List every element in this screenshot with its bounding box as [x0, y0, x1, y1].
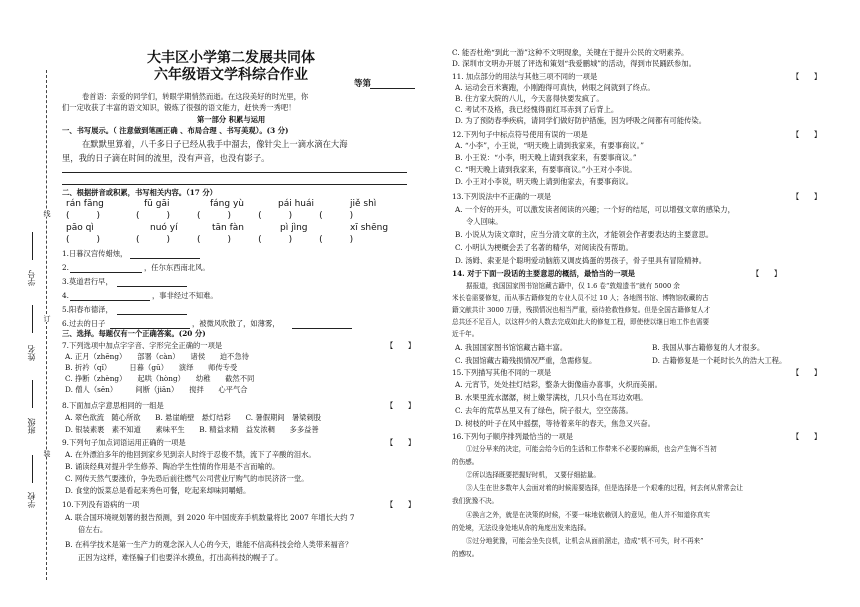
pinyin-item: jiě shì [350, 199, 377, 209]
pinyin-item: pái huái [278, 199, 315, 209]
pinyin-item: nuó yí [150, 223, 178, 233]
sentence: ②所以选择既要把握好时机， 又要仔细掂量。 [466, 471, 600, 479]
pinyin-item: pāo qì [66, 223, 94, 233]
option: B. 诵读经典对提升学生修养、陶冶学生性情的作用是不言而喻的。 [65, 462, 280, 471]
grade-blank[interactable] [370, 88, 415, 89]
answer-brackets[interactable]: ( ) ( ) ( ) ( ) ( ) [66, 211, 354, 221]
intro-line-2: 们一定收获了丰富的语文知识，锻炼了很强的语文能力，赶快秀一秀吧！ [62, 103, 296, 112]
question-11: 11. 加点部分的用法与其他三项不同的一项是 [452, 72, 598, 81]
option: A. “小李”，小王说，“明天晚上请到我家来，有要事商议。” [455, 141, 645, 150]
option: D. 小王对小李说，明天晚上请到他家去，有要事商议。 [455, 177, 634, 186]
passage-line: 总共还不足百人，以这样少的人数去完成如此大的修复工程，即使使以继日地工作也需要 [452, 318, 710, 326]
name-blank[interactable] [32, 305, 33, 333]
option: B. 小说从为读文章时，应当分清文章的主次，才能领会作者要表达的主要意思。 [455, 230, 714, 239]
question-13: 13.下列说法中不正确的一项是 [452, 192, 552, 201]
option: A. 我国国家图书馆馆藏古籍丰富。 [455, 343, 568, 352]
question-12: 12.下列句子中标点符号使用有误的一项是 [452, 130, 588, 139]
option: C. 考试不及格，我已经愧得面红耳赤到了后背上。 [455, 105, 619, 114]
answer-bracket[interactable]: 【 】 [386, 438, 416, 447]
option: A. 正月（zhēng） 部署（càn） 诸侯 迫不急待 [65, 352, 249, 361]
sentence: ④换言之外，就是在决策的时候，不要一味地依赖别人的意见，他人并不知道你真实 [466, 511, 710, 519]
pinyin-item: xī shēng [350, 223, 389, 233]
fill-question: ，事非经过不知难。 [152, 291, 218, 300]
copy-text-line-2: 里，我的日子滴在时间的流里，没有声音，也没有影子。 [62, 153, 270, 163]
option: A. 在外漂泊多年的他回到家乡见到亲人时终于忍俊不禁，流下了辛酸的泪水。 [65, 450, 316, 459]
student-id-label: 学号 [27, 270, 36, 286]
option: D. 深圳市文明办开展了评选和策划“我爱鹏城”的活动，得到市民踊跃参加。 [452, 59, 696, 68]
option: A. 元宵节，处处挂灯结彩，整条大街像庙办喜事，火炽而美丽。 [455, 380, 662, 389]
cut-mark-bind: 装 [43, 450, 51, 457]
answer-bracket[interactable]: 【 】 [386, 341, 416, 350]
sentence: ①过分早来的决定，可能会给今后的生活和工作带来不必要的麻烦，也会产生悔不当初 [466, 445, 717, 453]
question-10: 10.下列没有语病的一项 [62, 500, 140, 509]
option: D. 银装素裹 素不知道 素味平生 B. 精益求精 益发浓稠 多多益善 [65, 425, 319, 434]
intro-line-1: 卷首语：亲爱的同学们，转眼学期悄然而逝。在这段美好的时光里，你 [82, 92, 309, 101]
class-label: 班级 [27, 418, 36, 434]
writing-line[interactable] [62, 184, 407, 185]
fill-question: 1.日暮汉宫传蜡烛， [62, 249, 128, 258]
passage-line: 近千年。 [452, 330, 479, 338]
question-14: 14. 对于下面一段话的主要意思的概括，最恰当的一项是 [452, 269, 636, 278]
option: C. 小明认为梗概会丢了名著的精华，对阅读没有帮助。 [455, 243, 633, 252]
option: D. 树枝的叶子在风中摇摆，等待着来年的春天，焦急又兴奋。 [455, 419, 655, 428]
option-cont: 令人回味。 [466, 217, 503, 226]
fill-question: 5.阳春布德泽， [62, 305, 113, 314]
fill-question: ，任尔东西南北风。 [144, 263, 210, 272]
fill-question: 6.过去的日子 [62, 319, 106, 328]
answer-bracket[interactable]: 【 】 [792, 432, 822, 441]
sentence-cont: 的伤感。 [452, 458, 479, 466]
copy-text-line-1: 在默默里算着，八千多日子已经从我手中溜去，像针尖上一滴水滴在大海 [82, 139, 348, 149]
answer-bracket[interactable]: 【 】 [386, 401, 416, 410]
option: B. 折衿（qǐ） 日暮（gū） 演绎 师传专受 [65, 363, 238, 372]
option: C. 去年的荒草丛里又有了绿色，院子很大，空空荡荡。 [455, 406, 633, 415]
option: D. 僧人（sēn） 间断（jiān） 搅拌 心平气合 [65, 385, 248, 394]
answer-bracket[interactable]: 【 】 [386, 500, 416, 509]
pinyin-item: fáng yù [210, 199, 244, 209]
option: C. “明天晚上请到我家来，有要事商议。”小王对小李说。 [455, 165, 637, 174]
fill-blank[interactable] [117, 286, 187, 287]
school-label: 学校 [27, 492, 36, 508]
fill-blank[interactable] [292, 328, 352, 329]
name-label: 姓名 [27, 345, 36, 361]
option: D. 汤姆、索亚是个聪明爱动脑筋又调皮捣蛋的男孩子，骨子里具有冒险精神。 [455, 256, 707, 265]
section-1-heading: 一、书写展示。（ 注意做到笔画正确 、布局合理 、书写美观）。(3 分) [62, 126, 289, 135]
grade-label: 等第 [354, 79, 372, 89]
answer-bracket[interactable]: 【 】 [792, 192, 822, 201]
answer-bracket[interactable]: 【 】 [792, 130, 822, 139]
option: C. 我国馆藏古籍残损情况严重，急需修复。 [455, 356, 597, 365]
question-8: 8.下面加点字意思相同的一组是 [62, 401, 164, 410]
option: B. 水果里流水潺潺，树上嫩芽满枝，几只小鸟在耳边欢唱。 [455, 393, 648, 402]
option: A. 联合国环境规划署的报告预测，到 2020 年中国废弃手机数量将比 2007 年增长大约 7 [65, 513, 355, 522]
section-3-heading: 三、选择。每题仅有一个正确答案。(20 分) [62, 329, 206, 338]
sentence: ③人生在世多数年人会面对着的时候需要选择，但是选择是一个艰难的过程，何去何从常常会让 [466, 484, 743, 492]
question-9: 9.下列句子加点词语运用正确的一项是 [62, 438, 186, 447]
fill-question: ，被微风吹散了，如薄雾， [192, 319, 280, 328]
passage-line: 米长卷需要修复，而从事古籍修复的专业人员不过 10 人；各地图书馆、博物馆收藏的古 [452, 294, 709, 302]
answer-bracket[interactable]: 【 】 [752, 269, 782, 278]
fill-question: 3.莫道君行早， [62, 277, 113, 286]
cut-mark-order: 订 [43, 315, 51, 322]
writing-line[interactable] [62, 172, 407, 173]
option: D. 食堂的饭菜总是看起来秀色可餐，吃起来却味同嚼蜡。 [65, 486, 251, 495]
question-7: 7.下列选项中加点字字音、字形完全正确的一项是 [62, 341, 223, 350]
answer-bracket[interactable]: 【 】 [792, 72, 822, 81]
passage-line: 籍文献共计 3000 万册，残损情况也相当严重，亟待抢救性修复。但是全国古籍修复人才 [452, 306, 711, 314]
class-blank[interactable] [32, 380, 33, 408]
page-title: 大丰区小学第二发展共同体 [147, 50, 315, 66]
part-one-heading: 第一部分 积累与运用 [197, 115, 266, 124]
question-16: 16.下列句子顺序排列最恰当的一项是 [452, 432, 574, 441]
option: A. 翠色欲流 随心所欲 B. 悬崖峭壁 悬灯结彩 C. 暑假期间 暑梁刺股 [65, 413, 322, 422]
fill-blank[interactable] [70, 272, 142, 273]
question-15: 15.下列描写其他不同的一项是 [452, 368, 552, 377]
option-cont: 正因为这样，难怪骗子们也要洋水摸鱼，打出高科技的幌子了。 [78, 553, 283, 562]
pinyin-item: tān fàn [212, 223, 244, 233]
cut-line [46, 70, 47, 580]
cut-mark-line: 线 [43, 210, 51, 217]
pinyin-item: pì jìng [280, 223, 308, 233]
school-blank[interactable] [32, 455, 33, 483]
option: C. 网传天然气要涨价，争先恐后前往燃气公司营业厅购气的市民济济一堂。 [65, 474, 309, 483]
fill-question: 4. [62, 291, 69, 300]
passage-line: 据报道，我国国家图书馆馆藏古籍中，仅 1.6 卷“敦煌遗书”就有 5000 余 [466, 282, 680, 290]
student-id-blank[interactable] [32, 232, 33, 260]
answer-brackets[interactable]: ( ) ( ) ( ) ( ) ( ) [66, 235, 354, 245]
option: A. 运动会百米赛跑，小刚跑得可真快，转眼之间就到了终点。 [455, 83, 655, 92]
sentence-cont: 我们犹豫不决。 [452, 497, 499, 505]
sentence: ⑤过分地犹豫，可能会坐失良机，让机会从面前溜走，造成“机不可失，时不再来” [466, 537, 704, 545]
section-2-heading: 二、根据拼音或积累，书写相关内容。（17 分） [62, 188, 217, 197]
pinyin-item: fū gāi [144, 199, 170, 209]
option: C. 挣断（zhèng） 起哄（hòng） 幼稚 截然不同 [65, 374, 255, 383]
option: A. 一个好的开头，可以激发读者阅读的兴趣；一个好的结尾，可以增强文章的感染力， [455, 205, 735, 214]
answer-bracket[interactable]: 【 】 [792, 368, 822, 377]
option: D. 为了预防春季疾病，请同学们做好防护措施，因为呼吸之间都有可能传染。 [455, 116, 707, 125]
sentence-cont: 的处境，无法设身处地从你的角度出发来选择。 [452, 524, 591, 532]
sentence-cont: 的感叹。 [452, 550, 479, 558]
option-cont: 倍左右。 [78, 525, 108, 534]
fill-blank[interactable] [117, 314, 187, 315]
option: B. 在科学技术是第一生产力的观念深入人心的今天，谁能不信高科技会给人类带来福音？ [65, 540, 353, 549]
binding-margin [0, 0, 60, 607]
option: B. 住方家大院的八儿，今天喜得快要发疯了。 [455, 94, 604, 103]
fill-question: 2. [62, 263, 69, 272]
option: D. 古籍修复是一个耗时长久的浩大工程。 [652, 356, 787, 365]
pinyin-item: rán fāng [66, 199, 104, 209]
option: C. 能否杜绝“到此一游”这种不文明现象，关键在于提升公民的文明素养。 [452, 48, 689, 57]
fill-blank[interactable] [70, 300, 150, 301]
fill-blank[interactable] [130, 258, 200, 259]
option: B. 我国从事古籍修复的人才很多。 [652, 343, 765, 352]
option: B. 小王说：“小李，明天晚上请到我家来，有要事商议。” [455, 153, 637, 162]
page-subtitle: 六年级语文学科综合作业 [154, 67, 308, 83]
